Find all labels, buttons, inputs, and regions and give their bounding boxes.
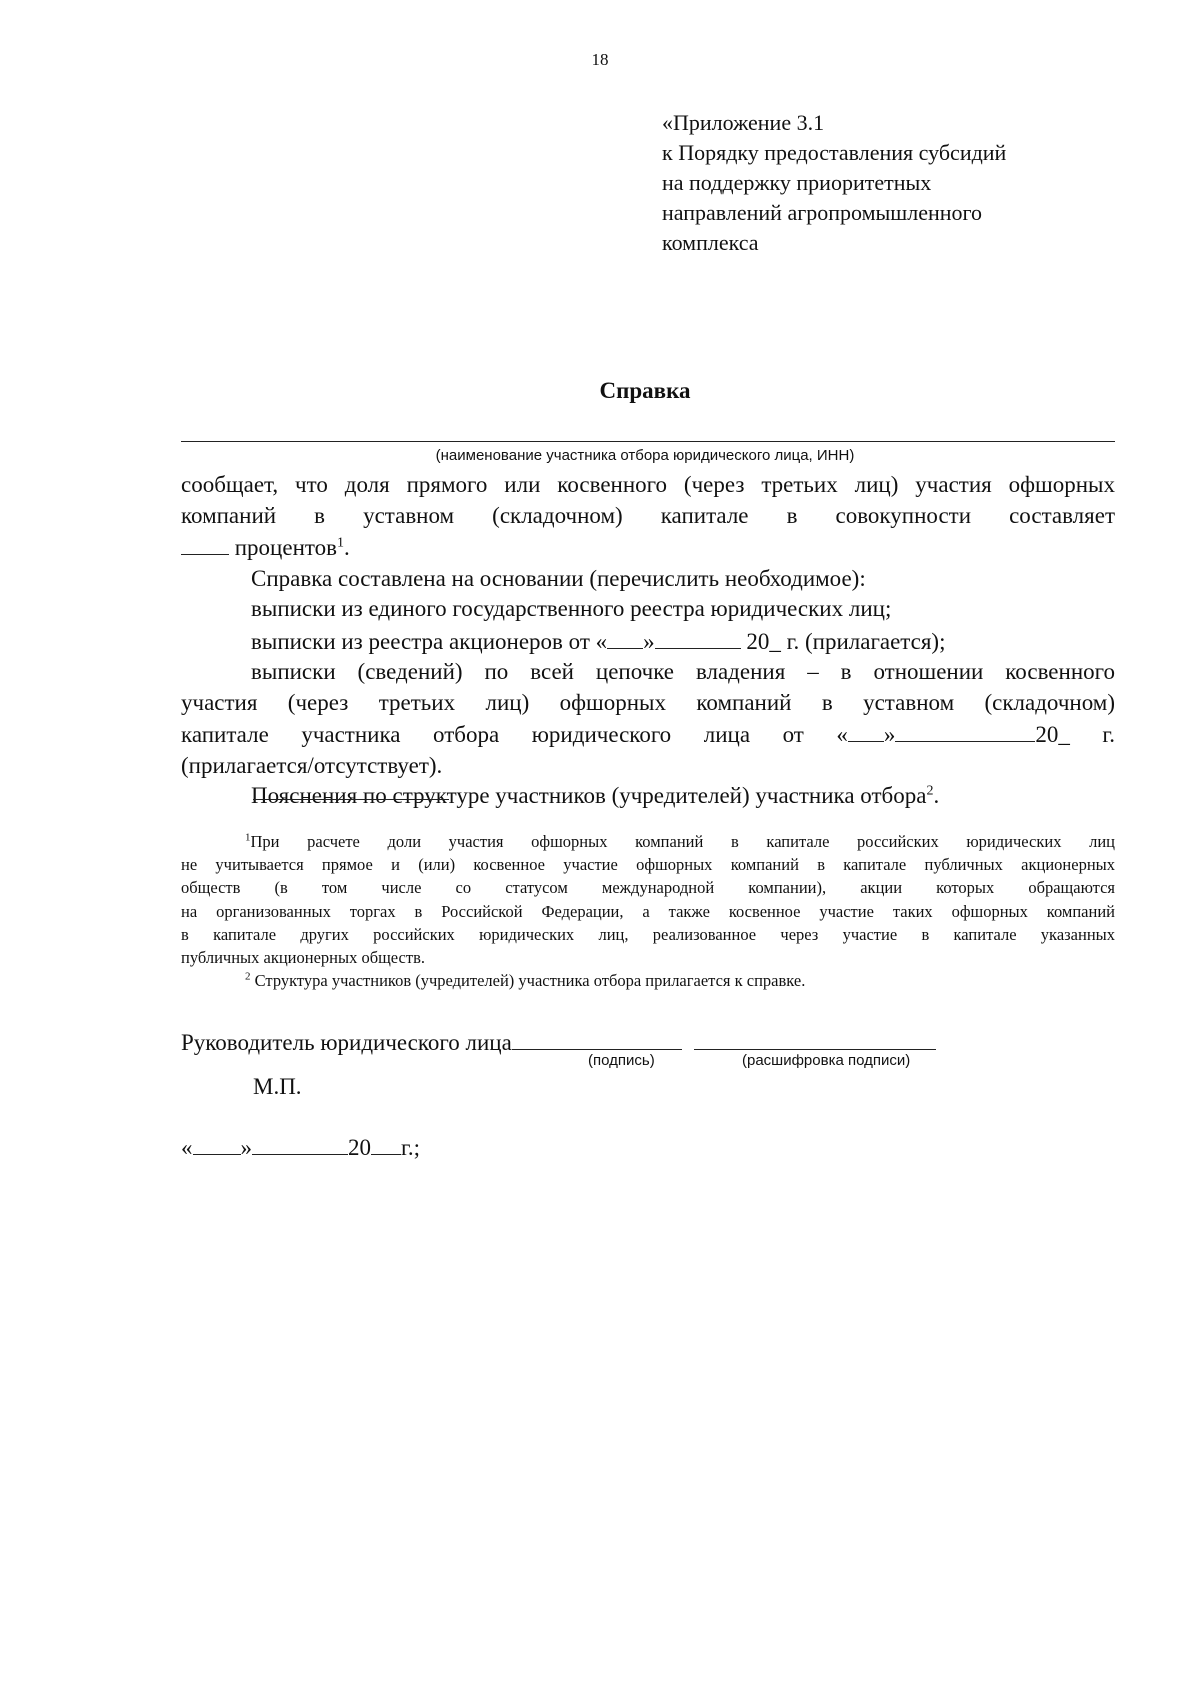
document-body <box>181 470 1115 812</box>
annex-line: комплекса <box>662 230 759 255</box>
day-blank <box>193 1131 241 1155</box>
body-line <box>181 781 1115 812</box>
month-blank <box>895 718 1035 742</box>
body-text: выписки из реестра акционеров от « <box>251 628 608 654</box>
body-text: 20_ г. <box>1035 722 1115 747</box>
footnote-line <box>181 969 1115 992</box>
date-line <box>181 1131 420 1161</box>
footnote-line: публичных акционерных обществ. <box>181 948 425 968</box>
name-caption: (наименование участника отбора юридического лица, ИНН) <box>435 447 855 464</box>
annex-line: на поддержку приоритетных <box>662 170 932 195</box>
body-line: участия (через третьих лиц) офшорных компаний в уставном (складочном) <box>181 689 1115 715</box>
body-text: » <box>883 722 896 747</box>
footnote-ref: 2 <box>926 783 934 799</box>
stamp-place: М.П. <box>253 1074 302 1099</box>
document-title: Справка <box>599 378 691 403</box>
footnote-line: обществ (в том числе со статусом международной компании), акции которых обращаются <box>181 878 1115 898</box>
day-blank <box>848 718 884 742</box>
footnote-line: не учитывается прямое и (или) косвенное участие офшорных компаний в капитале публичных акционерных <box>181 855 1115 875</box>
body-line: компаний в уставном (складочном) капитале в совокупности составляет <box>181 502 1115 528</box>
body-line: выписки (сведений) по всей цепочке владения – в отношении косвенного <box>251 659 1115 684</box>
body-text: капитале участника отбора юридического лица от « <box>181 722 848 747</box>
footnote-line: в капитале других российских юридических лиц, реализованное через участие в капитале указанных <box>181 924 1115 944</box>
body-text: » <box>643 628 655 654</box>
annex-header <box>662 108 1122 258</box>
annex-line: направлений агропромышленного <box>662 200 982 225</box>
footnotes <box>181 830 1115 992</box>
month-blank <box>655 625 741 649</box>
year-blank <box>371 1131 401 1155</box>
body-line: (прилагается/отсутствует). <box>181 752 443 778</box>
body-line: сообщает, что доля прямого или косвенного (через третьих лиц) участия офшорных <box>181 472 1115 497</box>
date-suffix: г.; <box>401 1135 420 1160</box>
body-text: 20_ г. (прилагается); <box>740 628 946 654</box>
signature-caption: (подпись) <box>588 1052 655 1069</box>
period: . <box>933 783 940 808</box>
body-text: Пояснения по структуре участников (учредителей) участника отбора <box>251 783 927 808</box>
footnote-text: Структура участников (учредителей) участника отбора прилагается к справке. <box>250 971 806 991</box>
year-prefix: 20 <box>348 1135 371 1160</box>
body-line <box>181 531 1115 564</box>
footnote-mark: 2 <box>245 970 251 983</box>
percent-text: процентов <box>229 535 337 560</box>
footnote-text: При расчете доли участия офшорных компаний в капитале российских юридических лиц <box>250 832 1115 851</box>
period: . <box>344 535 350 560</box>
body-line: выписки из единого государственного реестра юридических лиц; <box>251 596 892 621</box>
body-line: Справка составлена на основании (перечислить необходимое): <box>251 565 866 591</box>
decoding-caption: (расшифровка подписи) <box>742 1052 911 1069</box>
annex-line: «Приложение 3.1 <box>662 110 825 135</box>
footnote-mark: 1 <box>245 831 251 844</box>
decoding-blank <box>694 1026 936 1050</box>
footnote-line <box>181 830 1115 853</box>
footnote-ref: 1 <box>337 535 344 551</box>
day-blank <box>607 625 643 649</box>
month-blank <box>252 1131 348 1155</box>
quote: « <box>181 1135 193 1160</box>
quote: » <box>240 1135 252 1160</box>
body-line <box>181 625 1115 658</box>
annex-line: к Порядку предоставления субсидий <box>662 140 1007 165</box>
footnote-line: на организованных торгах в Российской Федерации, а также косвенное участие таких офшорных компаний <box>181 901 1115 921</box>
name-fill-line <box>181 441 1115 442</box>
signature-blank <box>512 1026 682 1050</box>
percent-blank <box>181 531 229 555</box>
footnote-separator <box>253 799 449 800</box>
signature-label: Руководитель юридического лица <box>181 1030 512 1055</box>
page-number: 18 <box>591 50 609 69</box>
body-line <box>181 718 1115 751</box>
